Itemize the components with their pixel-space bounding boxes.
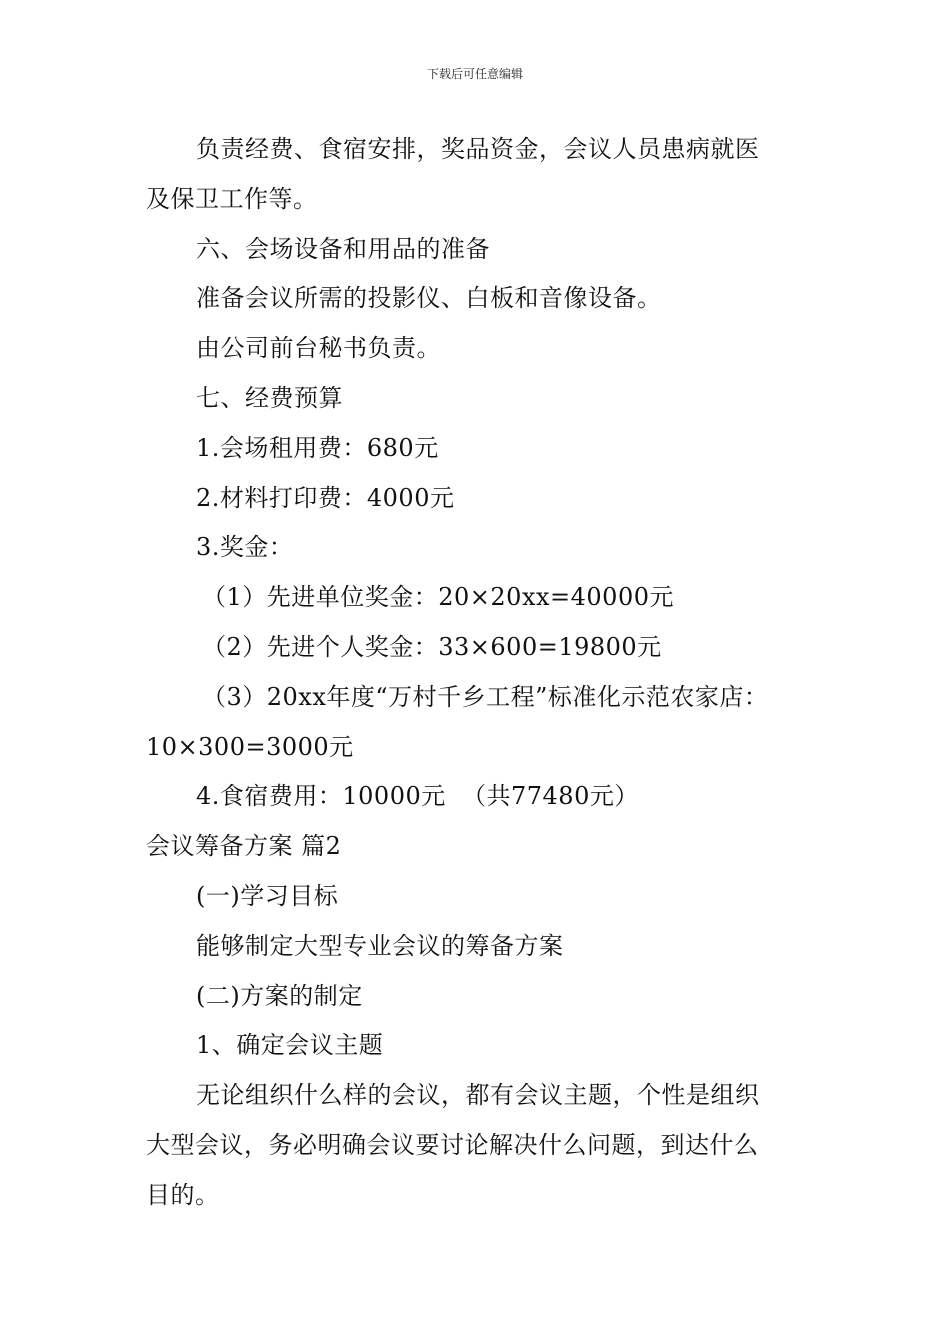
heading-meeting-theme: 1、确定会议主题 (196, 1031, 384, 1060)
budget-item-lodging: 4.食宿费用：10000元 （共77480元） (196, 782, 639, 811)
line-theme-para-1: 无论组织什么样的会议，都有会议主题，个性是组织 (196, 1081, 760, 1110)
page-header: 下载后可任意编辑 (426, 67, 523, 81)
line-theme-para-2: 大型会议，务必明确会议要讨论解决什么问题，到达什么 (146, 1130, 759, 1159)
line-learning-goal: 能够制定大型专业会议的筹备方案 (196, 931, 564, 960)
line-front-desk: 由公司前台秘书负责。 (196, 334, 441, 363)
section-heading-equipment: 六、会场设备和用品的准备 (196, 234, 490, 263)
budget-item-bonus: 3.奖金： (196, 533, 294, 562)
document-body (146, 125, 810, 1221)
line-equipment-prep: 准备会议所需的投影仪、白板和音像设备。 (196, 284, 662, 313)
line-expense-duty-2: 及保卫工作等。 (146, 184, 318, 213)
budget-item-venue: 1.会场租用费：680元 (196, 433, 439, 462)
line-expense-duty-1: 负责经费、食宿安排，奖品资金，会议人员患病就医 (196, 135, 760, 163)
budget-item-printing: 2.材料打印费：4000元 (196, 483, 455, 512)
bonus-sub-store-2: 10×300=3000元 (146, 732, 354, 761)
bonus-sub-store-1: （3）20xx年度“万村千乡工程”标准化示范农家店： (202, 682, 769, 711)
section-title-part2: 会议筹备方案 篇2 (146, 832, 342, 861)
bonus-sub-unit: （1）先进单位奖金：20×20xx=40000元 (202, 583, 674, 612)
heading-learning-goal: (一)学习目标 (196, 881, 339, 910)
heading-plan-making: (二)方案的制定 (196, 981, 363, 1010)
section-heading-budget: 七、经费预算 (196, 383, 343, 412)
bonus-sub-individual: （2）先进个人奖金：33×600=19800元 (202, 632, 662, 661)
line-theme-para-3: 目的。 (146, 1180, 220, 1209)
